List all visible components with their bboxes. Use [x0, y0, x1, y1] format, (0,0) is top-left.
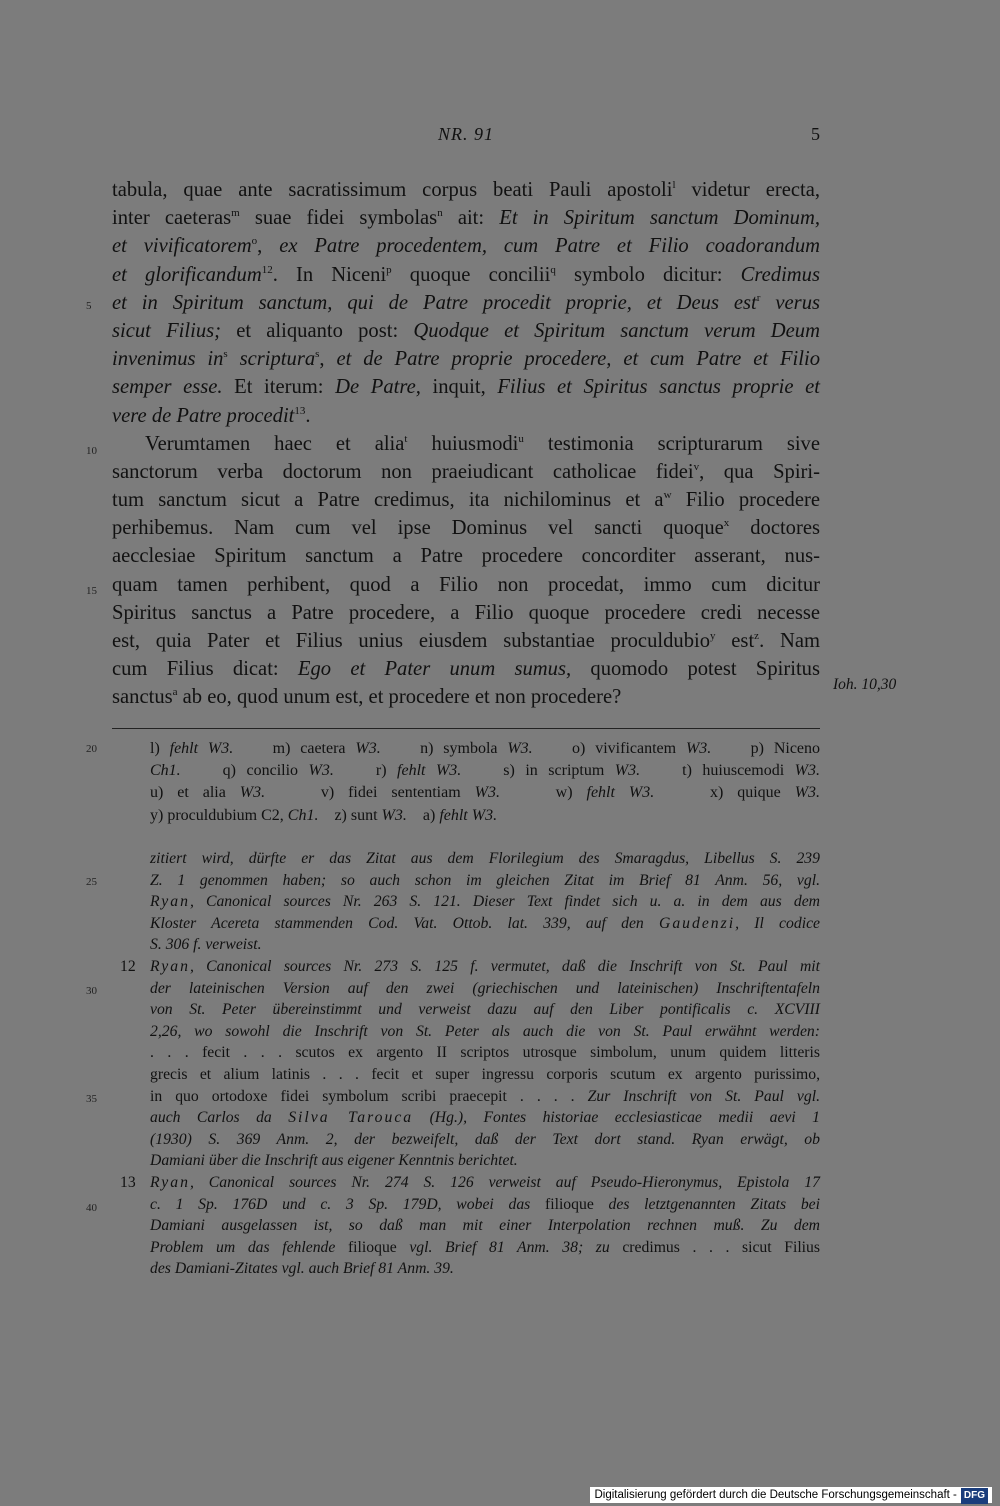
line-number: 5 — [86, 300, 92, 312]
text-line: inter caeteras$^m$ suae fidei symbolas$^n$ ait: Et in Spiritum sanctum Dominum, — [112, 207, 820, 230]
note-line: des Damiani-Zitates vgl. auch Brief 81 Anm. 39. — [150, 1260, 454, 1278]
note-line: der lateinischen Version auf den zwei (griechischen und lateinischen) Inschriftentafeln — [150, 979, 820, 997]
page-number: 5 — [811, 124, 820, 144]
main-text — [112, 176, 820, 712]
note-line: Damiani über die Inschrift aus eigener Kenntnis berichtet. — [150, 1152, 518, 1170]
note-line: zitiert wird, dürfte er das Zitat aus dem Florilegium des Smaragdus, Libellus S. 239 — [150, 850, 820, 867]
line-number: 35 — [86, 1093, 97, 1105]
text-line: aecclesiae Spiritum sanctum a Patre procedere concorditer asserant, nus- — [112, 545, 820, 568]
note-line: (1930) S. 369 Anm. 2, der bezweifelt, daß der Text dort stand. Ryan erwägt, ob — [150, 1130, 820, 1148]
text-line: et in Spiritum sanctum, qui de Patre procedit proprie, et Deus est$^r$ verus — [112, 291, 821, 314]
line-number: 15 — [86, 585, 97, 597]
critical-apparatus — [150, 738, 820, 827]
note-line: 13 Ryan, Canonical sources Nr. 274 S. 126 verweist auf Pseudo-Hieronymus, Epistola 17 — [120, 1173, 820, 1191]
note-line: 2,26, wo sowohl die Inschrift von St. Peter als auch die von St. Paul erwähnt werden: — [150, 1022, 820, 1040]
line-number: 25 — [86, 876, 97, 888]
note-line: Damiani ausgelassen ist, so daß man mit einer Interpolation rechnen muß. Zu dem — [150, 1217, 820, 1235]
text-line: perhibemus. Nam cum vel ipse Dominus vel sancti quoque$^x$ doctores — [112, 517, 820, 540]
note-line: 12 Ryan, Canonical sources Nr. 273 S. 125 f. vermutet, daß die Inschrift von St. Paul mit — [120, 957, 820, 975]
line-number: 20 — [86, 743, 97, 755]
text-line: invenimus $in^s$ scriptura$^s$, et de Patre proprie procedere, et cum Patre et Filio — [112, 348, 820, 371]
dfg-logo: DFG — [961, 1488, 988, 1504]
text-line: quam tamen perhibent, quod a Filio non procedat, immo cum dicitur — [112, 573, 820, 596]
text-line: tum sanctum sicut a Patre credimus, ita nichilominus et $a^w$ Filio procedere — [112, 489, 820, 512]
note-line: S. 306 f. verweist. — [150, 936, 262, 954]
apparatus-line: l) fehlt W3. m) caetera W3. n) symbola W3. o) vivificantem W3. p) Niceno — [150, 740, 821, 757]
footnote-divider — [112, 728, 820, 729]
margin-reference: Ioh. 10,30 — [833, 676, 897, 693]
note-line: auch Carlos da Silva Tarouca (Hg.), Fontes historiae ecclesiasticae medii aevi 1 — [150, 1109, 821, 1127]
text-line: Verumtamen haec et alia$^t$ huiusmodi$^u$ testimonia scripturarum sive — [145, 432, 820, 455]
note-line: Problem um das fehlende filioque vgl. Brief 81 Anm. 38; zu credimus . . . sicut Filius — [150, 1238, 820, 1256]
text-line: est, quia Pater et Filius unius eiusdem substantiae proculdubio$^y$ est$^z$. Nam — [112, 630, 821, 652]
apparatus-line: Ch1. q) concilio W3. r) fehlt W3. s) in scriptum W3. t) huiuscemodi W3. — [150, 762, 820, 780]
note-line: grecis et alium latinis . . . fecit et super ingressu corporis scutum ex argento purissimo, — [150, 1065, 820, 1083]
note-line: . . . fecit . . . scutos ex argento II scriptos utrosque simbolum, unum quidem litteris — [150, 1044, 820, 1062]
digitization-footer — [590, 1487, 992, 1503]
apparatus-line: u) et alia W3. v) fidei sententiam W3. w) fehlt W3. x) quique W3. — [150, 784, 821, 802]
text-line: sanctus$^a$ ab eo, quod unum est, et procedere et non procedere? — [112, 686, 622, 709]
note-line: c. 1 Sp. 176D und c. 3 Sp. 179D, wobei das filioque des letztgenannten Zitats bei — [150, 1195, 820, 1213]
note-line: Ryan, Canonical sources Nr. 263 S. 121. Dieser Text findet sich u. a. in dem aus dem — [150, 893, 820, 911]
text-line: sanctorum verba doctorum non praeiudicant catholicae fidei$^v$, qua Spiri- — [112, 460, 820, 483]
note-line: Kloster Acereta stammenden Cod. Vat. Ottob. lat. 339, auf den Gaudenzi, Il codice — [150, 914, 820, 932]
footer-text: Digitalisierung gefördert durch die Deutsche Forschungsgemeinschaft - — [594, 1489, 957, 1501]
text-line: tabula, quae ante sacratissimum corpus beati Pauli apostoli$^l$ videtur erecta, — [112, 179, 821, 201]
commentary-notes — [120, 848, 821, 1280]
text-line: cum Filius dicat: Ego et Pater unum sumus, quomodo potest Spiritus — [112, 658, 820, 681]
note-line: in quo ortodoxe fidei symbolum scribi praecepit . . . . Zur Inschrift von St. Paul vgl. — [150, 1087, 820, 1105]
note-line: von St. Peter übereinstimmt und verweist dazu auf den Liber pontificalis c. XCVIII — [150, 1001, 820, 1019]
text-line: semper esse. Et iterum: De Patre, inquit, Filius et Spiritus sanctus proprie et — [112, 376, 820, 399]
line-number: 40 — [86, 1202, 97, 1214]
line-number: 30 — [86, 985, 97, 997]
note-line: Z. 1 genommen haben; so auch schon im gleichen Zitat im Brief 81 Anm. 56, vgl. — [150, 871, 820, 889]
text-line: Spiritus sanctus a Patre procedere, a Filio quoque procedere credi necesse — [112, 601, 820, 624]
page-header — [112, 124, 820, 150]
running-head: NR. 91 — [437, 124, 494, 144]
text-line: vere de Patre procedit$^{13}$. — [112, 404, 311, 427]
line-number: 10 — [86, 445, 97, 457]
text-line: et vivificatorem$^o$, ex Patre procedentem, cum Patre et Filio coadorandum — [112, 235, 821, 258]
text-line: et glorificandum$^{12}$. In Niceni$^p$ quoque concilii$^q$ symbolo dicitur: Credimus — [112, 263, 820, 286]
text-line: sicut Filius; et aliquanto post: Quodque et Spiritum sanctum verum Deum — [112, 319, 820, 342]
apparatus-line: y) proculdubium C2, Ch1. z) sunt W3. a) fehlt W3. — [150, 806, 498, 824]
